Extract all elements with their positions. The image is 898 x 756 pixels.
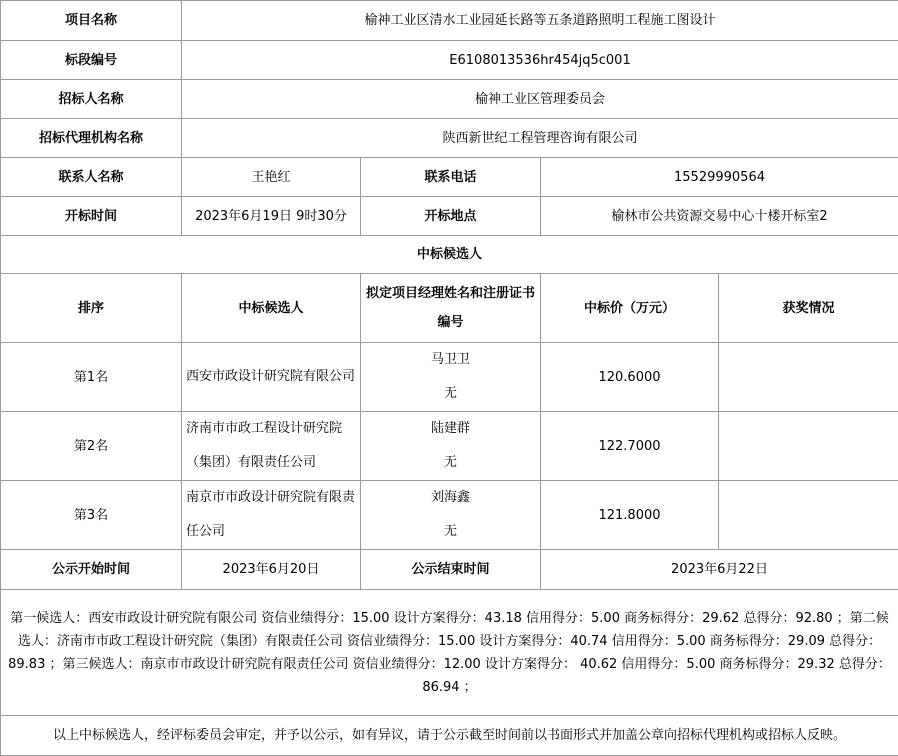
candidate-name-text: 西安市政设计研究院有限公司 xyxy=(186,360,356,394)
project-name-value: 榆神工业区清水工业园延长路等五条道路照明工程施工图设计 xyxy=(182,1,898,41)
phone-label: 联系电话 xyxy=(361,158,541,197)
candidate-name xyxy=(182,343,361,412)
manager-name: 刘海鑫 xyxy=(365,481,536,515)
contact-value: 王艳红 xyxy=(182,158,361,197)
publicity-start-value: 2023年6月20日 xyxy=(182,550,361,590)
notice-text: 以上中标候选人，经评标委员会审定，并予以公示，如有异议，请于公示截至时间前以书面形式并加盖公章向招标代理机构或招标人反映。 xyxy=(1,716,898,756)
tenderer-value: 榆神工业区管理委员会 xyxy=(182,80,898,119)
candidate-awards xyxy=(719,481,898,550)
candidate-rank: 第3名 xyxy=(1,481,182,550)
row-agency xyxy=(1,119,898,158)
candidate-awards xyxy=(719,412,898,481)
open-time-value: 2023年6月19日 9时30分 xyxy=(182,197,361,236)
candidate-price: 122.7000 xyxy=(541,412,719,481)
manager-cert: 无 xyxy=(365,377,536,411)
section-value: E6108013536hr454jq5c001 xyxy=(182,41,898,80)
header-price: 中标价（万元） xyxy=(541,274,719,343)
candidates-title: 中标候选人 xyxy=(1,236,898,274)
manager-cert: 无 xyxy=(365,446,536,480)
agency-value: 陕西新世纪工程管理咨询有限公司 xyxy=(182,119,898,158)
row-notice xyxy=(1,716,898,756)
candidate-manager xyxy=(361,343,541,412)
manager-name: 陆建群 xyxy=(365,412,536,446)
manager-cert: 无 xyxy=(365,515,536,549)
agency-label: 招标代理机构名称 xyxy=(1,119,182,158)
row-section xyxy=(1,41,898,80)
row-tenderer xyxy=(1,80,898,119)
candidate-awards xyxy=(719,343,898,412)
contact-label: 联系人名称 xyxy=(1,158,182,197)
header-candidate: 中标候选人 xyxy=(182,274,361,343)
candidate-name xyxy=(182,481,361,550)
tenderer-label: 招标人名称 xyxy=(1,80,182,119)
row-opening xyxy=(1,197,898,236)
table-row xyxy=(1,412,898,481)
candidate-price: 121.8000 xyxy=(541,481,719,550)
phone-value: 15529990564 xyxy=(541,158,898,197)
candidate-name-text: 南京市市政设计研究院有限责任公司 xyxy=(186,481,356,549)
row-candidates-header xyxy=(1,274,898,343)
section-label: 标段编号 xyxy=(1,41,182,80)
manager-name: 马卫卫 xyxy=(365,343,536,377)
table-row xyxy=(1,481,898,550)
scores-text: 第一候选人：西安市政设计研究院有限公司 资信业绩得分：15.00 设计方案得分：43.18 信用得分：5.00 商务标得分：29.62 总得分：92.80 ；第二候选人：济南市市政工程设计研究院（集团）有限责任公司 资信业绩得分：15.00 设计方案得分：40.74 信用得分：5.00 商务标得分：29.09 总得分：89.83 ；第三候选人：南京市市政设计研究院有限责任公司 资信业绩得分：12.00 设计方案得分： 40.62 信用得分：5.00 商务标得分：29.32 总得分：86.94 ； xyxy=(1,590,898,716)
row-publicity xyxy=(1,550,898,590)
publicity-start-label: 公示开始时间 xyxy=(1,550,182,590)
open-place-label: 开标地点 xyxy=(361,197,541,236)
header-rank: 排序 xyxy=(1,274,182,343)
table-row xyxy=(1,343,898,412)
candidate-rank: 第1名 xyxy=(1,343,182,412)
header-awards: 获奖情况 xyxy=(719,274,898,343)
candidate-manager xyxy=(361,481,541,550)
open-time-label: 开标时间 xyxy=(1,197,182,236)
row-project-name xyxy=(1,1,898,41)
open-place-value: 榆林市公共资源交易中心十楼开标室2 xyxy=(541,197,898,236)
row-scores xyxy=(1,590,898,716)
publicity-end-value: 2023年6月22日 xyxy=(541,550,898,590)
candidate-name-text: 济南市市政工程设计研究院（集团）有限责任公司 xyxy=(186,412,356,480)
candidate-rank: 第2名 xyxy=(1,412,182,481)
row-contact xyxy=(1,158,898,197)
publicity-end-label: 公示结束时间 xyxy=(361,550,541,590)
candidate-price: 120.6000 xyxy=(541,343,719,412)
candidate-manager xyxy=(361,412,541,481)
project-name-label: 项目名称 xyxy=(1,1,182,41)
header-manager: 拟定项目经理姓名和注册证书编号 xyxy=(361,274,541,343)
row-candidates-title xyxy=(1,236,898,274)
candidate-name xyxy=(182,412,361,481)
